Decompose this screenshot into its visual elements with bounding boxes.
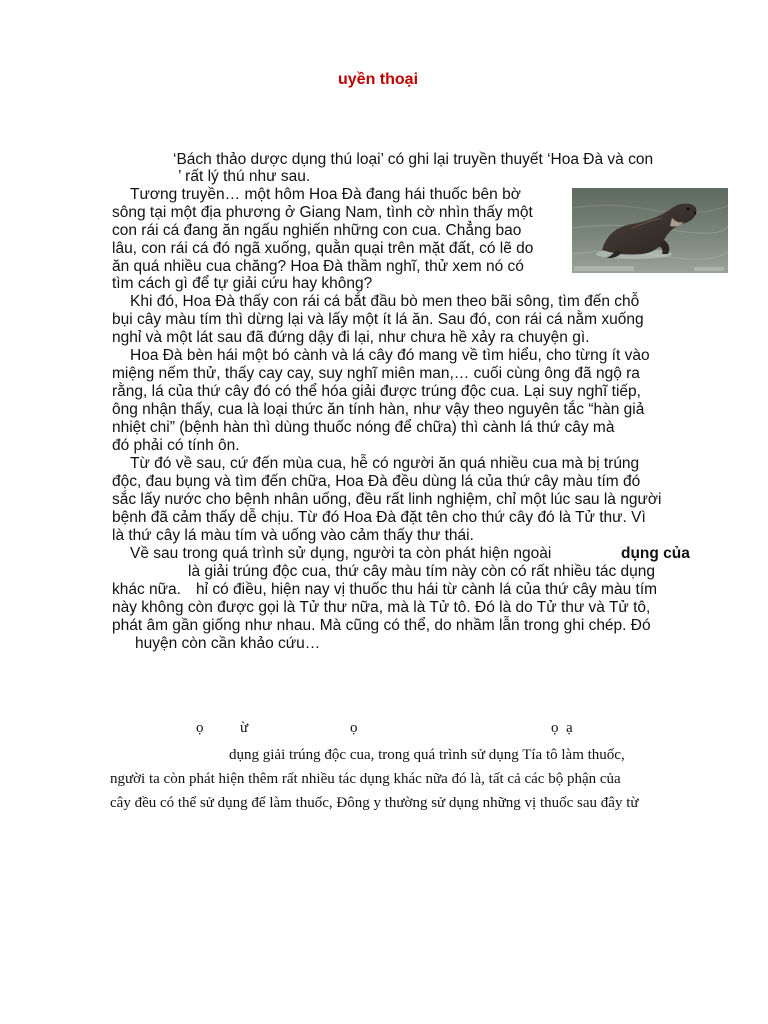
text-line: ông nhận thấy, cua là loại thức ăn tính hàn, như vậy theo nguyên tắc “hàn giả <box>112 401 645 418</box>
text-line: Khi đó, Hoa Đà thấy con rái cá bắt đầu bò men theo bãi sông, tìm đến chỗ <box>130 293 640 310</box>
text-line: hỉ có điều, hiện nay vị thuốc thu hái từ cành lá của thứ cây màu tím <box>196 581 658 598</box>
text-line: sắc lấy nước cho bệnh nhân uống, đều rất linh nghiệm, chỉ một lúc sau là người <box>112 491 662 508</box>
otter-photo <box>572 188 728 273</box>
heading-fragment: ọ <box>551 720 559 736</box>
text-line: con rái cá đang ăn ngấu nghiến những con cua. Chẳng bao <box>112 222 522 239</box>
text-line: ăn quá nhiều cua chăng? Hoa Đà thầm nghĩ, thử xem nó có <box>112 258 524 275</box>
heading-fragment: ọ <box>350 720 358 736</box>
heading-fragment: ạ <box>566 720 573 736</box>
text-line: bụi cây màu tím thì dừng lại và lấy một ít lá ăn. Sau đó, con rái cá nằm xuống <box>112 311 644 328</box>
text-line: nhiệt chi” (bệnh hàn thì dùng thuốc nóng để chữa) thì cành lá thứ cây mà <box>112 419 615 436</box>
bold-phrase: dụng của <box>621 545 690 562</box>
text-line: là thứ cây lá màu tím và uống vào cảm thấy thư thái. <box>112 527 474 544</box>
text-line: huyện còn cần khảo cứu… <box>135 635 321 652</box>
text-line: miệng nếm thử, thấy cay cay, suy nghĩ miên man,… cuối cùng ông đã ngộ ra <box>112 365 640 382</box>
serif-text-line: người ta còn phát hiện thêm rất nhiều tác dụng khác nữa đó là, tất cả các bộ phận của <box>110 771 621 787</box>
text-line: lâu, con rái cá đó ngã xuống, quằn quại trên mặt đất, có lẽ do <box>112 240 534 257</box>
text-line: Tương truyền… một hôm Hoa Đà đang hái thuốc bên bờ <box>130 186 521 203</box>
text-line: Về sau trong quá trình sử dụng, người ta còn phát hiện ngoài <box>130 545 552 562</box>
text-line: tìm cách gì để tự giải cứu hay không? <box>112 275 373 292</box>
text-line-bold <box>621 545 690 562</box>
text-line: là giải trúng độc cua, thứ cây màu tím này còn có rất nhiều tác dụng <box>188 563 656 580</box>
text-line: Hoa Đà bèn hái một bó cành và lá cây đó mang về tìm hiểu, cho từng ít vào <box>130 347 650 364</box>
text-line: ’ rất lý thú như sau. <box>178 168 311 185</box>
heading-fragment: ừ <box>240 720 249 736</box>
serif-text-line: cây đều có thể sử dụng để làm thuốc, Đông y thường sử dụng những vị thuốc sau đây từ <box>110 795 639 811</box>
heading-fragment: ọ <box>196 720 204 736</box>
text-line: sông tại một địa phương ở Giang Nam, tình cờ nhìn thấy một <box>112 204 533 221</box>
text-line: khác nữa. <box>112 581 181 598</box>
text-line: phát âm gần giống như nhau. Mà cũng có thể, do nhầm lẫn trong ghi chép. Đó <box>112 617 651 634</box>
serif-text-line: dụng giải trúng độc cua, trong quá trình sử dụng Tía tô làm thuốc, <box>229 747 625 763</box>
text-line: này không còn được gọi là Tử thư nữa, mà là Tử tô. Đó là do Tử thư và Tử tô, <box>112 599 651 616</box>
text-line: độc, đau bụng và tìm đến chữa, Hoa Đà đều dùng lá của thứ cây màu tím đó <box>112 473 641 490</box>
text-line: đó phải có tính ôn. <box>112 437 240 454</box>
text-line: ‘Bách thảo dược dụng thú loại’ có ghi lại truyền thuyết ‘Hoa Đà và con <box>173 151 654 168</box>
text-line: Từ đó về sau, cứ đến mùa cua, hễ có người ăn quá nhiều cua mà bị trúng <box>130 455 640 472</box>
text-line: rằng, lá của thứ cây đó có thể hóa giải được trúng độc cua. Lại suy nghĩ tiếp, <box>112 383 641 400</box>
document-title: uyền thoại <box>338 71 419 88</box>
text-line: nghỉ và một lát sau đã đứng dậy đi lại, như chưa hề xảy ra chuyện gì. <box>112 329 590 346</box>
text-line: bệnh đã cảm thấy dễ chịu. Từ đó Hoa Đà đặt tên cho thứ cây đó là Tử thư. Vì <box>112 509 646 526</box>
otter-image <box>572 188 728 273</box>
